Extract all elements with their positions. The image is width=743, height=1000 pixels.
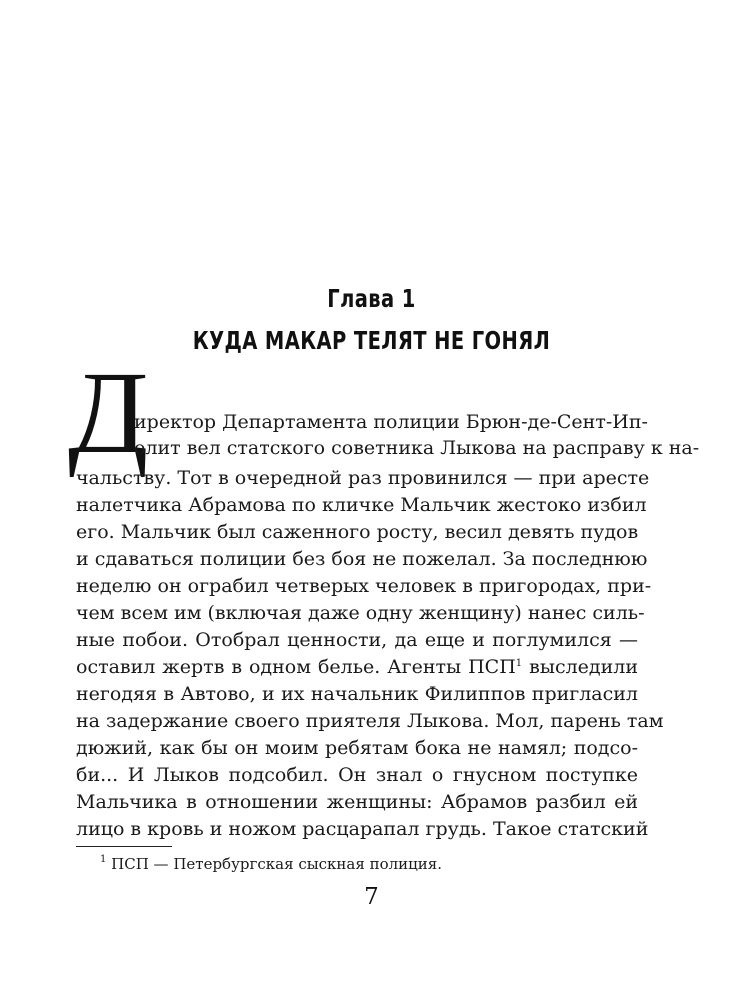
body-line-text-tail: выследили — [522, 656, 638, 678]
chapter-number: Глава 1 — [327, 284, 416, 313]
body-line: чальству. Тот в очередной раз провинился — при аресте — [76, 467, 650, 489]
body-line: неделю он ограбил четверых человек в пригородах, при- — [76, 575, 652, 597]
body-line: иректор Департамента полиции Брюн-де-Сент-Ип- — [134, 411, 648, 433]
body-line: на задержание своего приятеля Лыкова. Мол, парень там — [76, 710, 664, 732]
footnote-mark: 1 — [100, 854, 107, 865]
footnote-text: ПСП — Петербургская сыскная полиция. — [106, 855, 443, 873]
drop-cap: Д — [68, 347, 149, 478]
body-line-with-footnote — [76, 654, 638, 680]
footnote-divider — [76, 846, 172, 847]
page-number: 7 — [364, 884, 379, 910]
footnote — [100, 855, 442, 873]
body-line: олит вел статского советника Лыкова на расправу к на- — [134, 437, 700, 459]
body-line: негодяя в Автово, и их начальник Филиппов пригласил — [76, 683, 638, 705]
body-line: би... И Лыков подсобил. Он знал о гнусном поступке — [76, 764, 638, 786]
body-line: налетчика Абрамова по кличке Мальчик жестоко избил — [76, 494, 647, 516]
body-line: дюжий, как бы он моим ребятам бока не намял; подсо- — [76, 737, 638, 759]
body-line: ные побои. Отобрал ценности, да еще и поглумился — — [76, 629, 638, 651]
chapter-title: КУДА МАКАР ТЕЛЯТ НЕ ГОНЯЛ — [192, 326, 551, 355]
footnote-reference: 1 — [515, 658, 523, 669]
body-line: и сдаваться полиции без боя не пожелал. За последнюю — [76, 548, 648, 570]
body-line: Мальчика в отношении женщины: Абрамов разбил ей — [76, 791, 638, 813]
body-line: лицо в кровь и ножом расцарапал грудь. Такое статский — [76, 818, 649, 840]
body-line: его. Мальчик был саженного росту, весил девять пудов — [76, 521, 639, 543]
body-line-text: оставил жертв в одном белье. Агенты ПСП — [76, 656, 516, 678]
body-line: чем всем им (включая даже одну женщину) нанес силь- — [76, 602, 645, 624]
